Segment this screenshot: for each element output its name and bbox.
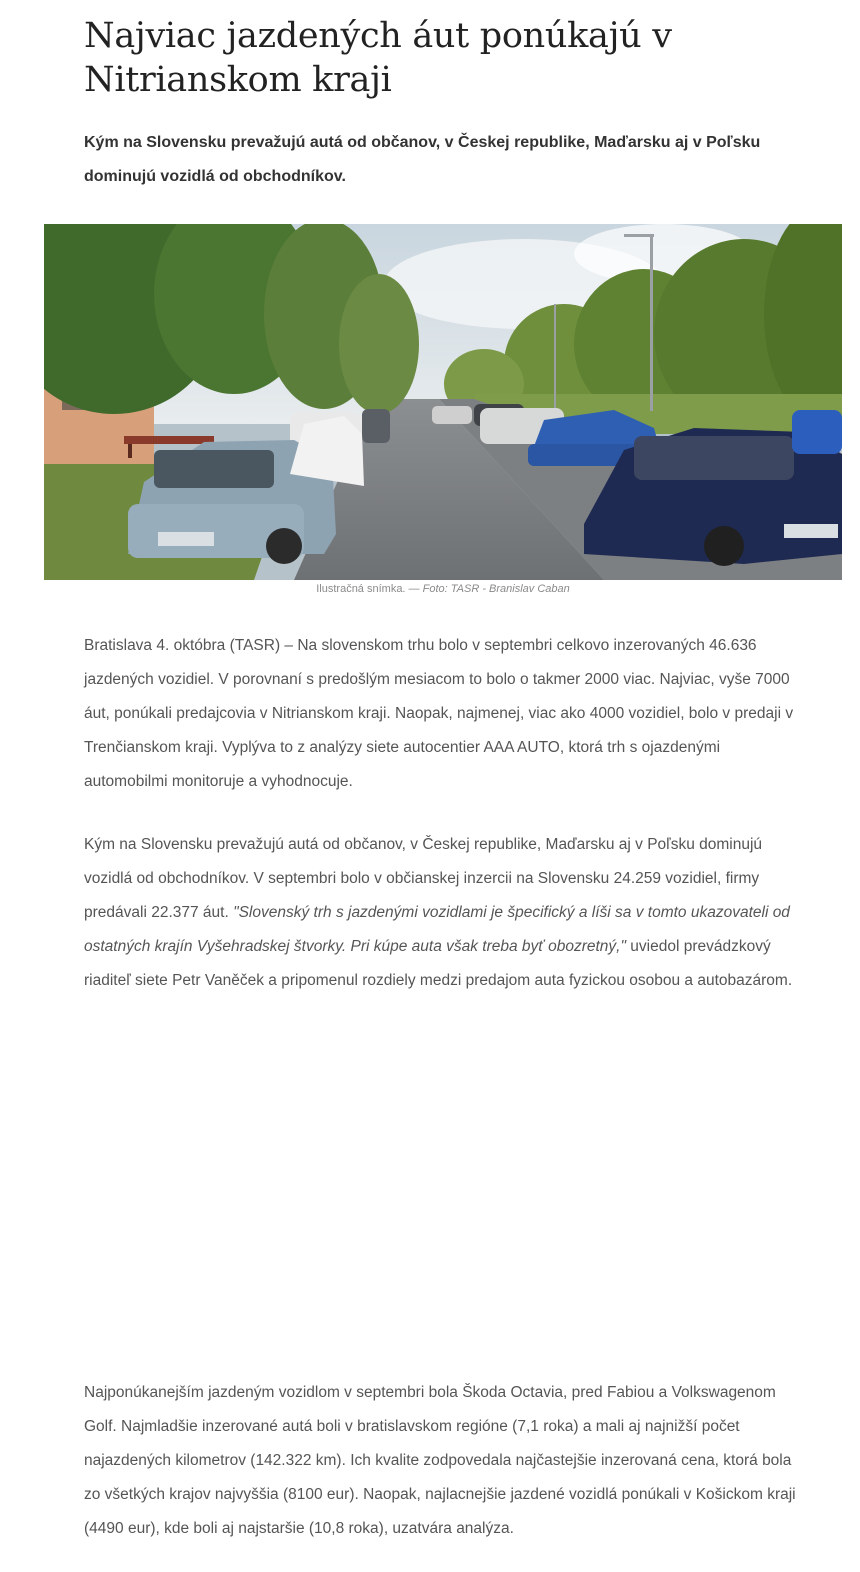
photo-caption-separator: — <box>405 583 423 595</box>
article-paragraph-1: Bratislava 4. októbra (TASR) – Na slovenskom trhu bolo v septembri celkovo inzerovaných 46.636 jazdených vozidiel. V porovnaní s predošlým mesiacom to bolo o takmer 2000 viac. Najviac, vyše 7000 áut, ponúkali predajcovia v Nitrianskom kraji. Naopak, najmenej, viac ako 4000 vozidiel, bolo v predaji v Trenčianskom kraji. Vyplýva to z analýzy siete autocentier AAA AUTO, ktorá trh s ojazdenými automobilmi monitoruje a vyhodnocuje. <box>84 637 794 790</box>
article-paragraph-3: Najponúkanejším jazdeným vozidlom v septembri bola Škoda Octavia, pred Fabiou a Volkswagenom Golf. Najmladšie inzerované autá boli v bratislavskom regióne (7,1 roka) a mali aj najnižší počet najazdených kilometrov (142.322 km). Ich kvalite zodpovedala najčastejšie inzerovaná cena, ktorá bola zo všetkých krajov najvyššia (8100 eur). Naopak, najlacnejšie jazdené vozidlá ponúkali v Košickom kraji (4490 eur), kde boli aj najstaršie (10,8 roka), uzatvára analýza. <box>84 1384 796 1537</box>
blank-ad-space <box>84 1040 804 1360</box>
article-photo <box>44 224 842 580</box>
photo-caption <box>44 582 842 596</box>
photo-caption-text: Ilustračná snímka. <box>316 583 406 595</box>
article-paragraph-2 <box>84 828 804 998</box>
photo-credit: Foto: TASR - Branislav Caban <box>422 583 570 595</box>
article-perex: Kým na Slovensku prevažujú autá od občanov, v Českej republike, Maďarsku aj v Poľsku dominujú vozidlá od obchodníkov. <box>84 134 761 185</box>
quote-text: "Slovenský trh s jazdenými vozidlami je špecifický a líši sa v tomto ukazovateli od ostatných krajín Vyšehradskej štvorky. Pri kúpe auta však treba byť obozretný," <box>84 904 790 955</box>
article-headline: Najviac jazdených áut ponúkajú v Nitrianskom kraji <box>84 16 672 100</box>
paragraph-2-intro: Kým na Slovensku prevažujú autá od občanov, v Českej republike, Maďarsku aj v Poľsku dominujú vozidlá od obchodníkov. V septembri bolo v občianskej inzercii na Slovensku 24.259 vozidiel, firmy predávali 22.377 áut. <box>84 836 763 921</box>
paragraph-2-outro: uviedol prevádzkový riaditeľ siete Petr Vaněček a pripomenul rozdiely medzi predajom auta fyzickou osobou a autobazárom. <box>84 938 793 989</box>
